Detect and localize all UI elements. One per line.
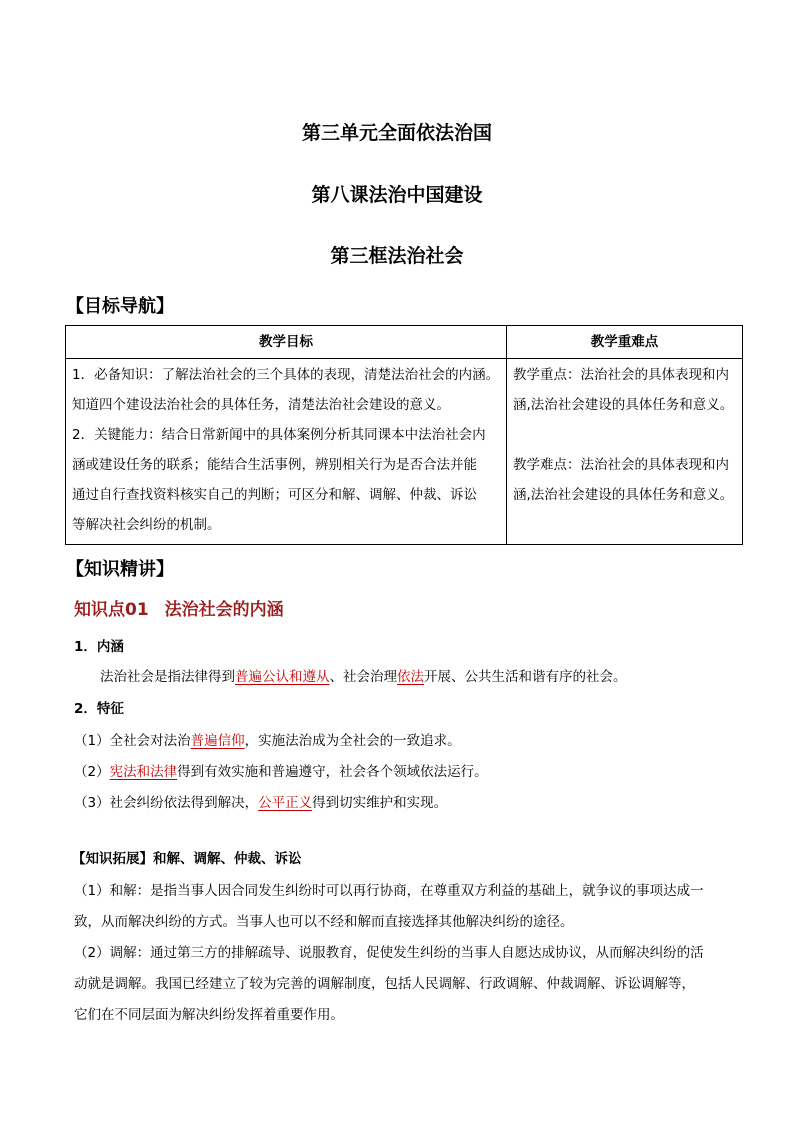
highlight-term: 依法 bbox=[397, 669, 424, 685]
feature-item bbox=[74, 760, 488, 780]
lesson-title: 第八课法治中国建设 bbox=[311, 184, 483, 206]
highlight-term: 普遍公认和遵从 bbox=[235, 669, 330, 685]
highlight-term: 普遍信仰 bbox=[190, 733, 245, 749]
extension-topic: 和解、调解、仲裁、诉讼 bbox=[153, 851, 302, 867]
goal-line: 通过自行查找资料核实自己的判断；可区分和解、调解、仲裁、诉讼 bbox=[72, 487, 477, 503]
goals-cell bbox=[66, 359, 507, 545]
frame-title: 第三框法治社会 bbox=[330, 245, 464, 267]
heading-features: 2．特征 bbox=[74, 701, 124, 717]
goal-line: 知道四个建设法治社会的具体任务，清楚法治社会建设的意义。 bbox=[72, 397, 450, 413]
difficulties-cell bbox=[507, 359, 743, 545]
extension-line: （1）和解：是指当事人因合同发生纠纷时可以再行协商，在尊重双方利益的基础上，就争议的事项达成一 bbox=[74, 883, 704, 899]
extension-label: 【知识拓展】 bbox=[72, 851, 153, 867]
extension-line: 致，从而解决纠纷的方式。当事人也可以不经和解而直接选择其他解决纠纷的途径。 bbox=[74, 914, 574, 930]
goal-line: 2．关键能力：结合日常新闻中的具体案例分析其同课本中法治社会内 bbox=[72, 427, 486, 443]
extension-line: 它们在不同层面为解决纠纷发挥着重要作用。 bbox=[74, 1007, 344, 1023]
feature-item bbox=[74, 729, 461, 749]
difficulty-line: 涵,法治社会建设的具体任务和意义。 bbox=[513, 397, 734, 413]
feature-item bbox=[74, 791, 447, 811]
goal-line: 1．必备知识：了解法治社会的三个具体的表现，清楚法治社会的内涵。 bbox=[72, 367, 500, 383]
text: （3）社会纠纷依法得到解决， bbox=[74, 795, 259, 811]
section-knowledge: 【知识精讲】 bbox=[66, 559, 174, 580]
knowledge-point-title bbox=[74, 595, 284, 620]
connotation-paragraph bbox=[100, 665, 627, 685]
knowledge-extension-title bbox=[72, 847, 302, 867]
header-key-difficulties: 教学重难点 bbox=[507, 326, 743, 359]
header-teaching-goals: 教学目标 bbox=[66, 326, 507, 359]
difficulty-line: 教学重点：法治社会的具体表现和内 bbox=[513, 367, 730, 383]
highlight-term: 公平正义 bbox=[258, 795, 313, 811]
table-row bbox=[66, 359, 743, 545]
text: 得到有效实施和普遍遵守，社会各个领域依法运行。 bbox=[177, 764, 488, 780]
extension-line: 动就是调解。我国已经建立了较为完善的调解制度，包括人民调解、行政调解、仲裁调解、诉讼调解等， bbox=[74, 976, 695, 992]
text: 法治社会是指法律得到 bbox=[100, 669, 235, 685]
difficulty-line: 教学难点：法治社会的具体表现和内 bbox=[513, 457, 730, 473]
heading-connotation: 1．内涵 bbox=[74, 639, 124, 655]
text: 开展、公共生活和谐有序的社会。 bbox=[424, 669, 627, 685]
text: （2） bbox=[74, 764, 110, 780]
goal-line: 涵或建设任务的联系；能结合生活事例，辨别相关行为是否合法并能 bbox=[72, 457, 477, 473]
table-header-row bbox=[66, 326, 743, 359]
text: （1）全社会对法治 bbox=[74, 733, 191, 749]
unit-title: 第三单元全面依法治国 bbox=[301, 122, 492, 144]
knowledge-point-number: 知识点01 bbox=[74, 600, 149, 620]
extension-line: （2）调解：通过第三方的排解疏导、说服教育，促使发生纠纷的当事人自愿达成协议，从而解决纠纷的活 bbox=[74, 945, 704, 961]
text: ，实施法治成为全社会的一致追求。 bbox=[244, 733, 461, 749]
highlight-term: 宪法和法律 bbox=[109, 764, 178, 780]
knowledge-point-name: 法治社会的内涵 bbox=[164, 600, 284, 620]
text: 、社会治理 bbox=[329, 669, 397, 685]
difficulty-line: 涵,法治社会建设的具体任务和意义。 bbox=[513, 487, 734, 503]
goals-table bbox=[65, 325, 743, 545]
section-goal-navigation: 【目标导航】 bbox=[66, 296, 174, 317]
goal-line: 等解决社会纠纷的机制。 bbox=[72, 517, 221, 533]
spacer bbox=[513, 420, 736, 450]
text: 得到切实维护和实现。 bbox=[312, 795, 448, 811]
